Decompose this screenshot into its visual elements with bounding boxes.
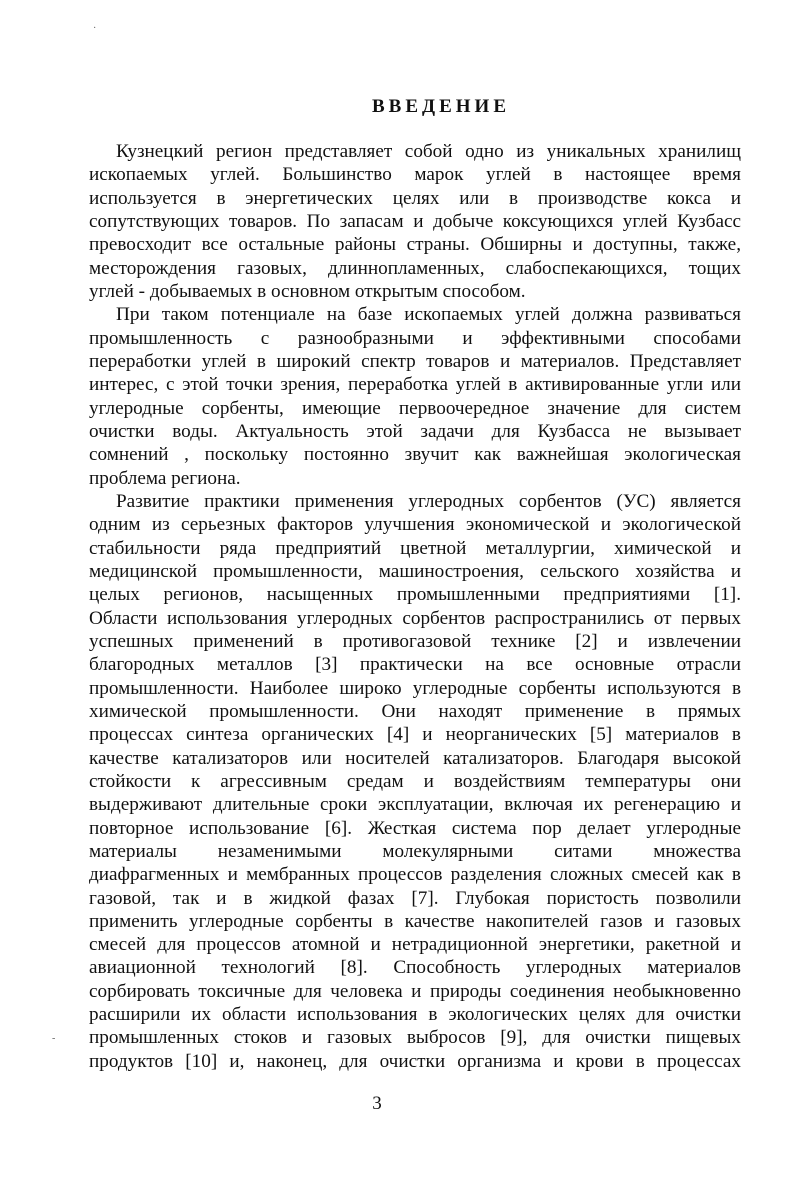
text-line: повторное использование [6]. Жесткая система пор делает углеродные bbox=[89, 817, 741, 839]
text-line: переработки углей в широкий спектр товаров и материалов. Представляет bbox=[89, 350, 741, 372]
text-line: качестве катализаторов или носителей катализаторов. Благодаря высокой bbox=[89, 747, 741, 769]
text-line: одним из серьезных факторов улучшения экономической и экологической bbox=[89, 514, 741, 536]
text-line: промышленности. Наиболее широко углеродные сорбенты используются в bbox=[89, 677, 741, 699]
text-line: При таком потенциале на базе ископаемых углей должна развиваться bbox=[116, 304, 741, 326]
text-line: углеродные сорбенты, имеющие первоочередное значение для систем bbox=[89, 397, 741, 419]
scan-mark: · bbox=[93, 23, 97, 34]
text-line: сомнений , поскольку постоянно звучит как важнейшая экологическая bbox=[89, 444, 741, 466]
text-line: используется в энергетических целях или в производстве кокса и bbox=[89, 187, 741, 209]
text-line: месторождения газовых, длиннопламенных, слабоспекающихся, тощих bbox=[89, 257, 741, 279]
text-line: интерес, с этой точки зрения, переработка углей в активированные угли или bbox=[89, 374, 741, 396]
text-line: углей - добываемых в основном открытым способом. bbox=[89, 280, 526, 302]
text-line: целых регионов, насыщенных промышленными предприятиями [1]. bbox=[89, 584, 741, 606]
text-line: авиационной технологий [8]. Способность углеродных материалов bbox=[89, 957, 741, 979]
text-line: материалы незаменимыми молекулярными ситами множества bbox=[89, 840, 741, 862]
text-line: химической промышленности. Они находят применение в прямых bbox=[89, 700, 741, 722]
text-line: благородных металлов [3] практически на все основные отрасли bbox=[89, 654, 741, 676]
text-line: диафрагменных и мембранных процессов разделения сложных смесей как в bbox=[89, 864, 741, 886]
text-line: расширили их области использования в экологических целях для очистки bbox=[89, 1004, 741, 1026]
text-line: сорбировать токсичные для человека и природы соединения необыкновенно bbox=[89, 980, 741, 1002]
text-line: медицинской промышленности, машиностроения, сельского хозяйства и bbox=[89, 560, 741, 582]
text-line: превосходит все остальные районы страны. Обширны и доступны, также, bbox=[89, 234, 741, 256]
body-text bbox=[89, 140, 741, 1073]
text-line: продуктов [10] и, наконец, для очистки организма и крови в процессах bbox=[89, 1050, 741, 1072]
text-line: стойкости к агрессивным средам и воздействиям температуры они bbox=[89, 770, 741, 792]
text-line: процессах синтеза органических [4] и неорганических [5] материалов в bbox=[89, 724, 741, 746]
text-line: ископаемых углей. Большинство марок углей в настоящее время bbox=[89, 164, 741, 186]
page-number: 3 bbox=[372, 1093, 382, 1114]
text-line: сопутствующих товаров. По запасам и добыче коксующихся углей Кузбасс bbox=[89, 210, 741, 232]
text-line: проблема региона. bbox=[89, 467, 241, 489]
text-line: Кузнецкий регион представляет собой одно из уникальных хранилищ bbox=[116, 141, 741, 162]
text-line: Развитие практики применения углеродных сорбентов (УС) является bbox=[116, 490, 741, 512]
text-line: очистки воды. Актуальность этой задачи для Кузбасса не вызывает bbox=[89, 420, 741, 442]
margin-mark: - bbox=[52, 1033, 56, 1044]
page-heading: ВВЕДЕНИЕ bbox=[372, 96, 510, 117]
text-line: промышленность с разнообразными и эффективными способами bbox=[89, 327, 741, 349]
text-line: промышленных стоков и газовых выбросов [9], для очистки пищевых bbox=[89, 1027, 741, 1049]
text-line: газовой, так и в жидкой фазах [7]. Глубокая пористость позволили bbox=[89, 887, 741, 909]
text-line: успешных применений в противогазовой технике [2] и извлечении bbox=[89, 630, 741, 652]
text-line: смесей для процессов атомной и нетрадиционной энергетики, ракетной и bbox=[89, 934, 741, 956]
text-line: стабильности ряда предприятий цветной металлургии, химической и bbox=[89, 537, 741, 559]
text-line: Области использования углеродных сорбентов распространились от первых bbox=[89, 607, 741, 629]
text-line: выдерживают длительные сроки эксплуатации, включая их регенерацию и bbox=[89, 794, 741, 816]
text-line: применить углеродные сорбенты в качестве накопителей газов и газовых bbox=[89, 910, 741, 932]
